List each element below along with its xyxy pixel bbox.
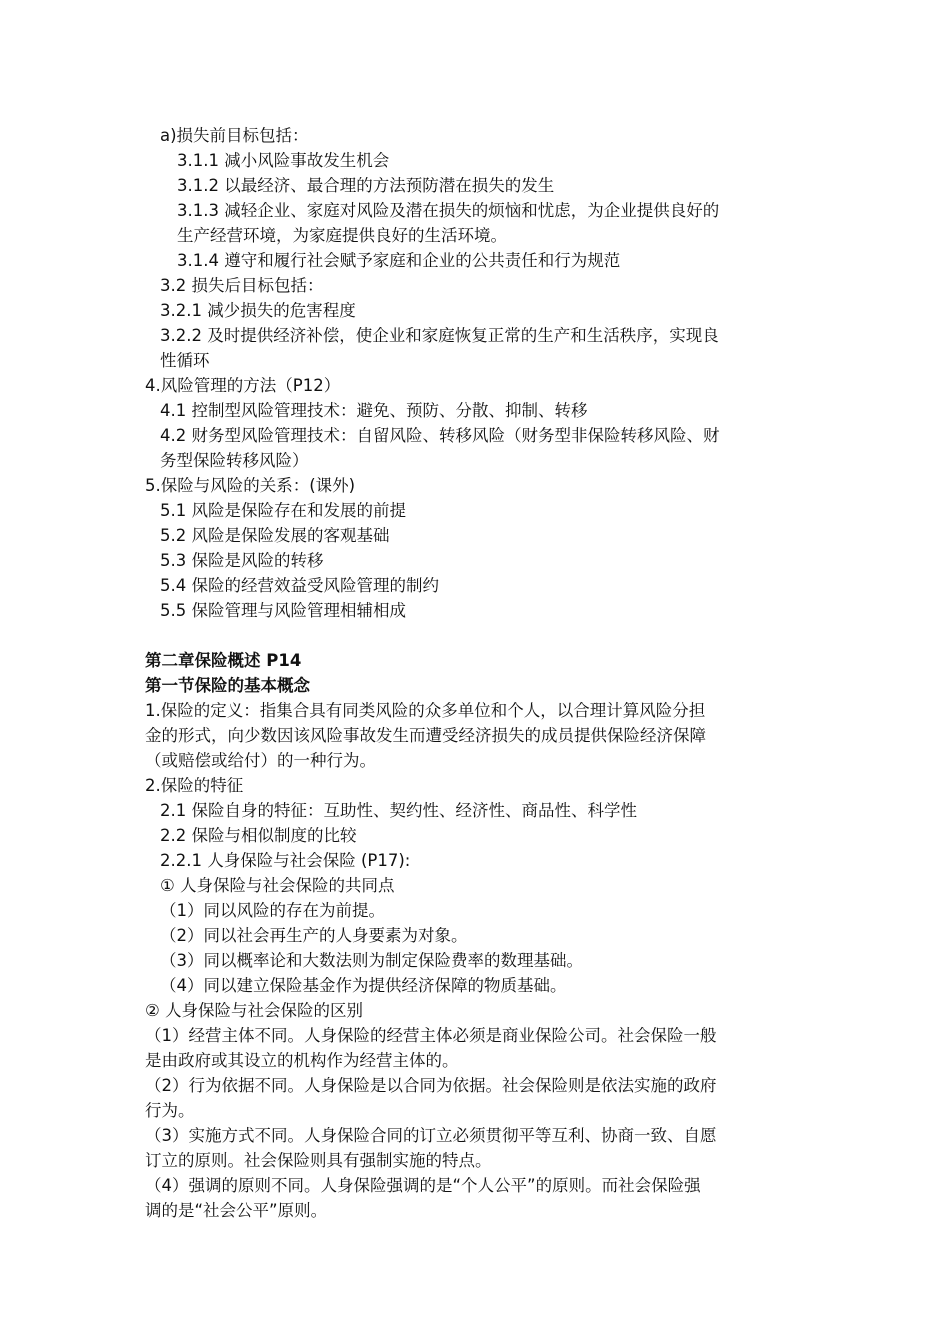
text-line: 5.3 保险是风险的转移 bbox=[160, 551, 324, 570]
text-line: 5.2 风险是保险发展的客观基础 bbox=[160, 526, 390, 545]
section-heading: 第一节保险的基本概念 bbox=[145, 676, 310, 695]
text-line: 3.1.4 遵守和履行社会赋予家庭和企业的公共责任和行为规范 bbox=[177, 251, 621, 270]
text-line: 2.1 保险自身的特征：互助性、契约性、经济性、商品性、科学性 bbox=[160, 801, 637, 820]
text-line: 1.保险的定义：指集合具有同类风险的众多单位和个人，以合理计算风险分担 bbox=[145, 701, 706, 720]
text-line: 4.1 控制型风险管理技术：避免、预防、分散、抑制、转移 bbox=[160, 401, 588, 420]
text-line: ② 人身保险与社会保险的区别 bbox=[145, 1001, 364, 1020]
text-line: （2）同以社会再生产的人身要素为对象。 bbox=[160, 926, 468, 945]
text-line: 订立的原则。社会保险则具有强制实施的特点。 bbox=[145, 1151, 492, 1170]
text-line: 是由政府或其设立的机构作为经营主体的。 bbox=[145, 1051, 459, 1070]
text-line: 行为。 bbox=[145, 1101, 195, 1120]
text-line: （4）同以建立保险基金作为提供经济保障的物质基础。 bbox=[160, 976, 567, 995]
text-line: 4.2 财务型风险管理技术：自留风险、转移风险（财务型非保险转移风险、财 bbox=[160, 426, 720, 445]
text-line: （1）同以风险的存在为前提。 bbox=[160, 901, 385, 920]
text-line: 2.保险的特征 bbox=[145, 776, 244, 795]
text-line: 3.2 损失后目标包括： bbox=[160, 276, 324, 295]
text-line: ① 人身保险与社会保险的共同点 bbox=[160, 876, 395, 895]
text-line: （2）行为依据不同。人身保险是以合同为依据。社会保险则是依法实施的政府 bbox=[145, 1076, 717, 1095]
text-line: 性循环 bbox=[160, 351, 210, 370]
text-line: 5.1 风险是保险存在和发展的前提 bbox=[160, 501, 406, 520]
text-line: 金的形式，向少数因该风险事故发生而遭受经济损失的成员提供保险经济保障 bbox=[145, 726, 706, 745]
chapter-heading: 第二章保险概述 P14 bbox=[145, 651, 302, 670]
text-line: 5.保险与风险的关系：(课外) bbox=[145, 476, 356, 495]
text-line: （4）强调的原则不同。人身保险强调的是“个人公平”的原则。而社会保险强 bbox=[145, 1176, 701, 1195]
text-line: 3.1.3 减轻企业、家庭对风险及潜在损失的烦恼和忧虑，为企业提供良好的 bbox=[177, 201, 720, 220]
text-line: 务型保险转移风险） bbox=[160, 451, 309, 470]
text-line: 5.5 保险管理与风险管理相辅相成 bbox=[160, 601, 406, 620]
text-line: 5.4 保险的经营效益受风险管理的制约 bbox=[160, 576, 439, 595]
text-line: 3.2.1 减少损失的危害程度 bbox=[160, 301, 356, 320]
text-line: （或赔偿或给付）的一种行为。 bbox=[145, 751, 376, 770]
text-line: 3.1.1 减小风险事故发生机会 bbox=[177, 151, 390, 170]
text-line: 3.1.2 以最经济、最合理的方法预防潜在损失的发生 bbox=[177, 176, 555, 195]
text-line: 4.风险管理的方法（P12） bbox=[145, 376, 341, 395]
text-line: 2.2 保险与相似制度的比较 bbox=[160, 826, 357, 845]
text-line: （3）实施方式不同。人身保险合同的订立必须贯彻平等互利、协商一致、自愿 bbox=[145, 1126, 717, 1145]
text-line: （3）同以概率论和大数法则为制定保险费率的数理基础。 bbox=[160, 951, 583, 970]
text-line: 调的是“社会公平”原则。 bbox=[145, 1201, 328, 1220]
text-line: 3.2.2 及时提供经济补偿，使企业和家庭恢复正常的生产和生活秩序，实现良 bbox=[160, 326, 719, 345]
text-line: a)损失前目标包括： bbox=[160, 126, 309, 145]
text-line: 生产经营环境，为家庭提供良好的生活环境。 bbox=[177, 226, 507, 245]
text-line: （1）经营主体不同。人身保险的经营主体必须是商业保险公司。社会保险一般 bbox=[145, 1026, 717, 1045]
text-line: 2.2.1 人身保险与社会保险 (P17): bbox=[160, 851, 411, 870]
